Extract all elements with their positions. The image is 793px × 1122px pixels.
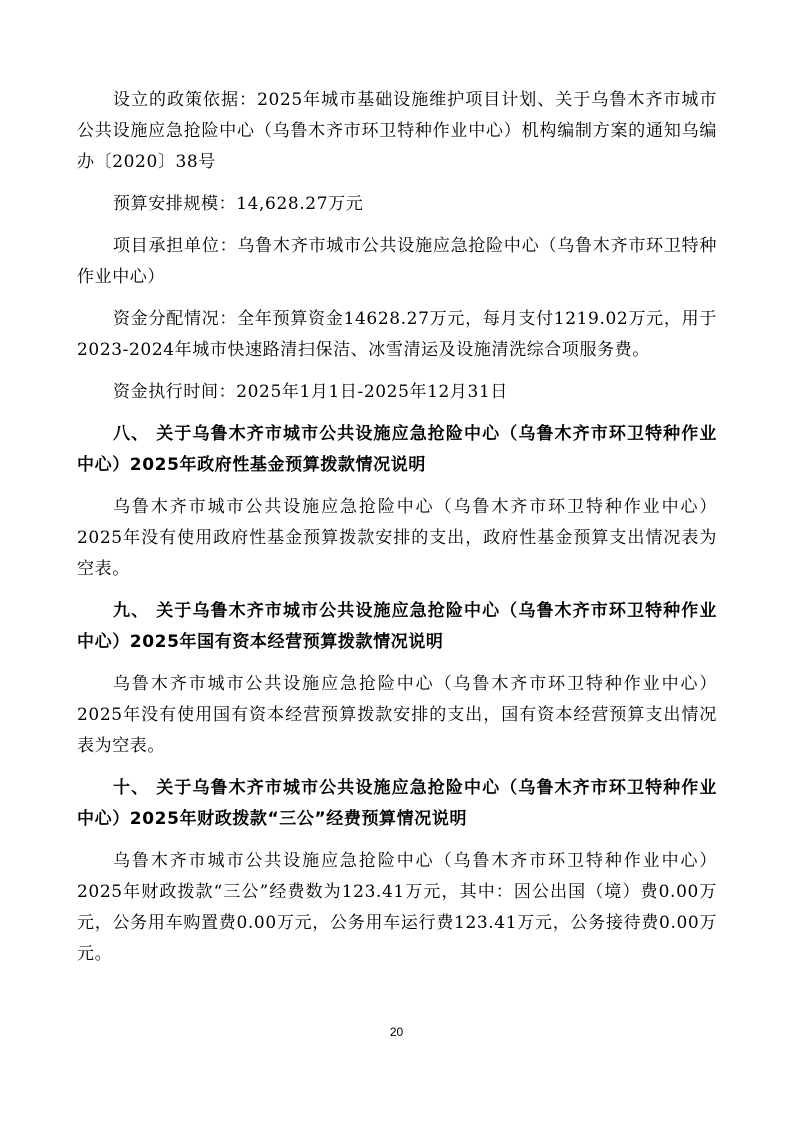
section-heading-8: 八、 关于乌鲁木齐市城市公共设施应急抢险中心（乌鲁木齐市环卫特种作业中心）2025年政府性基金预算拨款情况说明 — [77, 424, 717, 475]
undertaking-unit-paragraph: 项目承担单位：乌鲁木齐市城市公共设施应急抢险中心（乌鲁木齐市环卫特种作业中心） — [77, 236, 717, 287]
execution-time-paragraph: 资金执行时间：2025年1月1日-2025年12月31日 — [113, 382, 508, 402]
section-body-8: 乌鲁木齐市城市公共设施应急抢险中心（乌鲁木齐市环卫特种作业中心）2025年没有使用政府性基金预算拨款安排的支出，政府性基金预算支出情况表为空表。 — [77, 497, 717, 579]
section-body-9: 乌鲁木齐市城市公共设施应急抢险中心（乌鲁木齐市环卫特种作业中心）2025年没有使用国有资本经营预算拨款安排的支出，国有资本经营预算支出情况表为空表。 — [77, 674, 717, 756]
section-heading-9: 九、 关于乌鲁木齐市城市公共设施应急抢险中心（乌鲁木齐市环卫特种作业中心）2025年国有资本经营预算拨款情况说明 — [77, 601, 717, 652]
budget-scale-paragraph: 预算安排规模：14,628.27万元 — [113, 194, 364, 214]
section-heading-10: 十、 关于乌鲁木齐市城市公共设施应急抢险中心（乌鲁木齐市环卫特种作业中心）2025年财政拨款“三公”经费预算情况说明 — [77, 778, 717, 829]
policy-basis-paragraph: 设立的政策依据：2025年城市基础设施维护项目计划、关于乌鲁木齐市城市公共设施应急抢险中心（乌鲁木齐市环卫特种作业中心）机构编制方案的通知乌编办〔2020〕38号 — [77, 90, 717, 172]
section-body-10: 乌鲁木齐市城市公共设施应急抢险中心（乌鲁木齐市环卫特种作业中心）2025年财政拨款“三公”经费数为123.41万元，其中：因公出国（境）费0.00万元，公务用车购置费0.00万元，公务用车运行费123.41万元，公务接待费0.00万元。 — [77, 851, 717, 964]
fund-allocation-paragraph: 资金分配情况：全年预算资金14628.27万元，每月支付1219.02万元，用于2023-2024年城市快速路清扫保洁、冰雪清运及设施清洗综合项服务费。 — [77, 309, 717, 360]
document-page — [77, 85, 717, 970]
page-number: 20 — [389, 1025, 404, 1039]
